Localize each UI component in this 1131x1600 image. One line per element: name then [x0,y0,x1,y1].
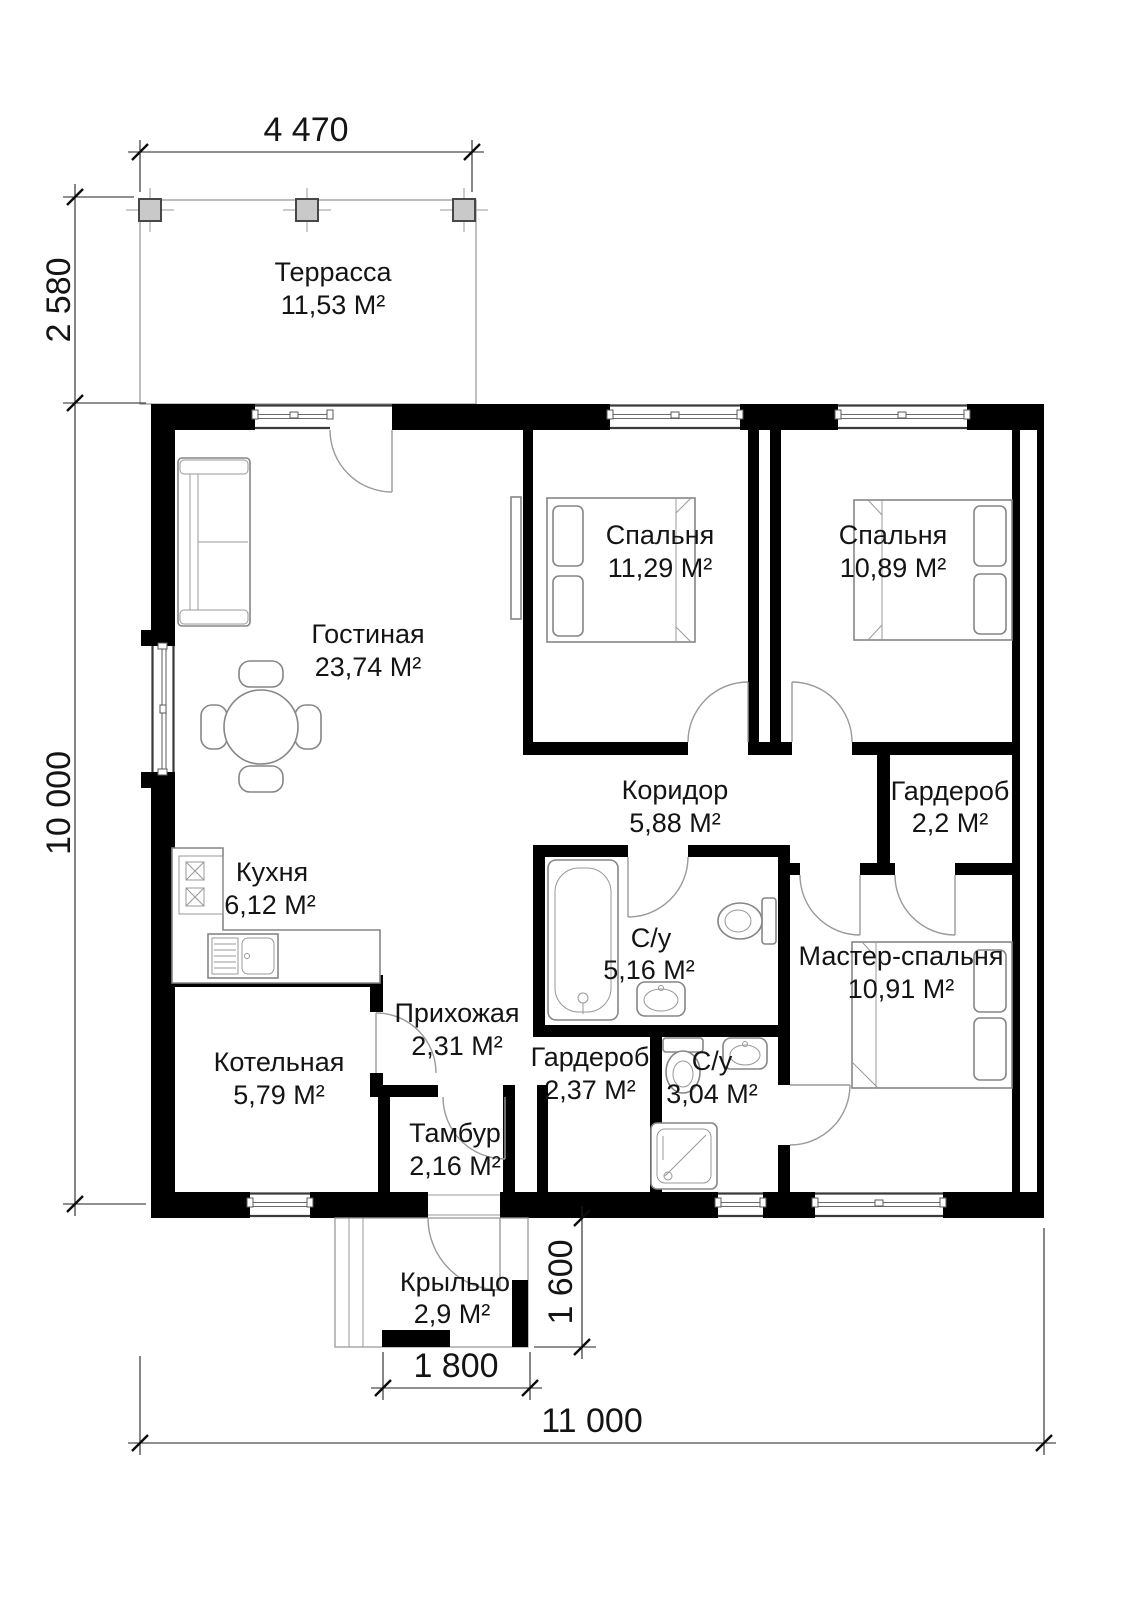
terrace-column [453,199,475,221]
room-label-bedroom1-area: 11,29 М² [607,553,713,583]
toilet-icon-big [718,898,776,944]
room-label-bathroom-small-name: С/у [691,1046,733,1076]
dim-label-house-width: 11 000 [541,1402,643,1440]
room-label-bathroom-big-area: 5,16 М² [603,955,695,985]
dim-label-porch-depth: 1 600 [542,1239,580,1325]
sofa-icon [178,458,250,626]
room-label-bathroom-small-area: 3,04 М² [666,1079,758,1109]
door-bathroom-big [628,857,688,917]
room-label-boiler-area: 5,79 М² [233,1080,325,1110]
door-terrace [330,430,392,492]
dimension-terrace-width [128,111,484,192]
terrace-column [139,199,161,221]
dimension-house-depth [40,751,146,1212]
room-label-hallway-area: 2,31 М² [411,1031,503,1061]
door-bedroom-1 [688,682,748,742]
room-label-corridor-name: Коридор [621,775,729,805]
room-label-bedroom2-name: Спальня [838,520,948,550]
window-boiler [247,1194,313,1217]
door-wardrobe-master [895,875,955,935]
window-living-terrace [252,406,392,429]
sink-icon-big [637,982,685,1016]
dimension-house-width [128,1228,1056,1455]
room-label-bedroom2-area: 10,89 М² [839,553,947,583]
dimension-porch-width [371,1347,542,1400]
room-label-wardrobe-master-area: 2,2 М² [911,808,989,838]
room-label-corridor-area: 5,88 М² [629,808,721,838]
dining-table-icon [201,661,321,792]
window-bedroom-1 [607,406,743,429]
dimension-porch-depth [534,1206,596,1359]
room-label-bedroom1-name: Спальня [605,520,715,550]
room-label-vestibule-area: 2,16 М² [409,1151,501,1181]
room-label-hallway-name: Прихожая [394,998,520,1028]
room-label-terrace-name: Террасса [274,257,392,287]
dim-label-terrace-width: 4 470 [263,111,349,149]
bathtub-icon [548,860,618,1020]
room-label-wardrobe-hall-area: 2,37 М² [544,1075,636,1105]
room-label-kitchen-area: 6,12 М² [224,890,316,920]
room-label-vestibule-name: Тамбур [409,1118,501,1148]
room-label-terrace-area: 11,53 М² [280,290,386,320]
window-bedroom-2 [835,406,970,429]
door-bedroom-2 [792,682,852,742]
door-master-bedroom [800,875,860,935]
window-master-bedroom [812,1194,946,1217]
dim-label-terrace-depth: 2 580 [40,257,78,343]
door-bathroom-small [790,1085,850,1145]
room-label-living-name: Гостиная [311,619,425,649]
room-label-bathroom-big-name: С/у [630,923,672,953]
kitchen-sink-icon [208,934,278,978]
terrace-column [296,199,318,221]
dim-label-house-depth: 10 000 [40,751,78,855]
dimension-terrace-depth [40,184,146,1216]
room-label-living-area: 23,74 М² [314,652,422,682]
room-label-boiler-name: Котельная [213,1047,345,1077]
room-label-kitchen-name: Кухня [235,857,309,887]
room-label-master-area: 10,91 М² [847,974,955,1004]
room-label-porch-name: Крыльцо [399,1267,511,1297]
room-label-master-name: Мастер-спальня [798,941,1004,971]
window-bathroom-small [715,1194,766,1217]
tv-panel-icon [511,497,521,619]
shower-icon [651,1123,717,1189]
window-living-left [153,643,174,775]
room-label-wardrobe-hall-name: Гардероб [530,1042,650,1072]
room-label-porch-area: 2,9 М² [413,1299,491,1329]
room-label-wardrobe-master-name: Гардероб [890,776,1010,806]
dim-label-porch-width: 1 800 [413,1347,499,1385]
